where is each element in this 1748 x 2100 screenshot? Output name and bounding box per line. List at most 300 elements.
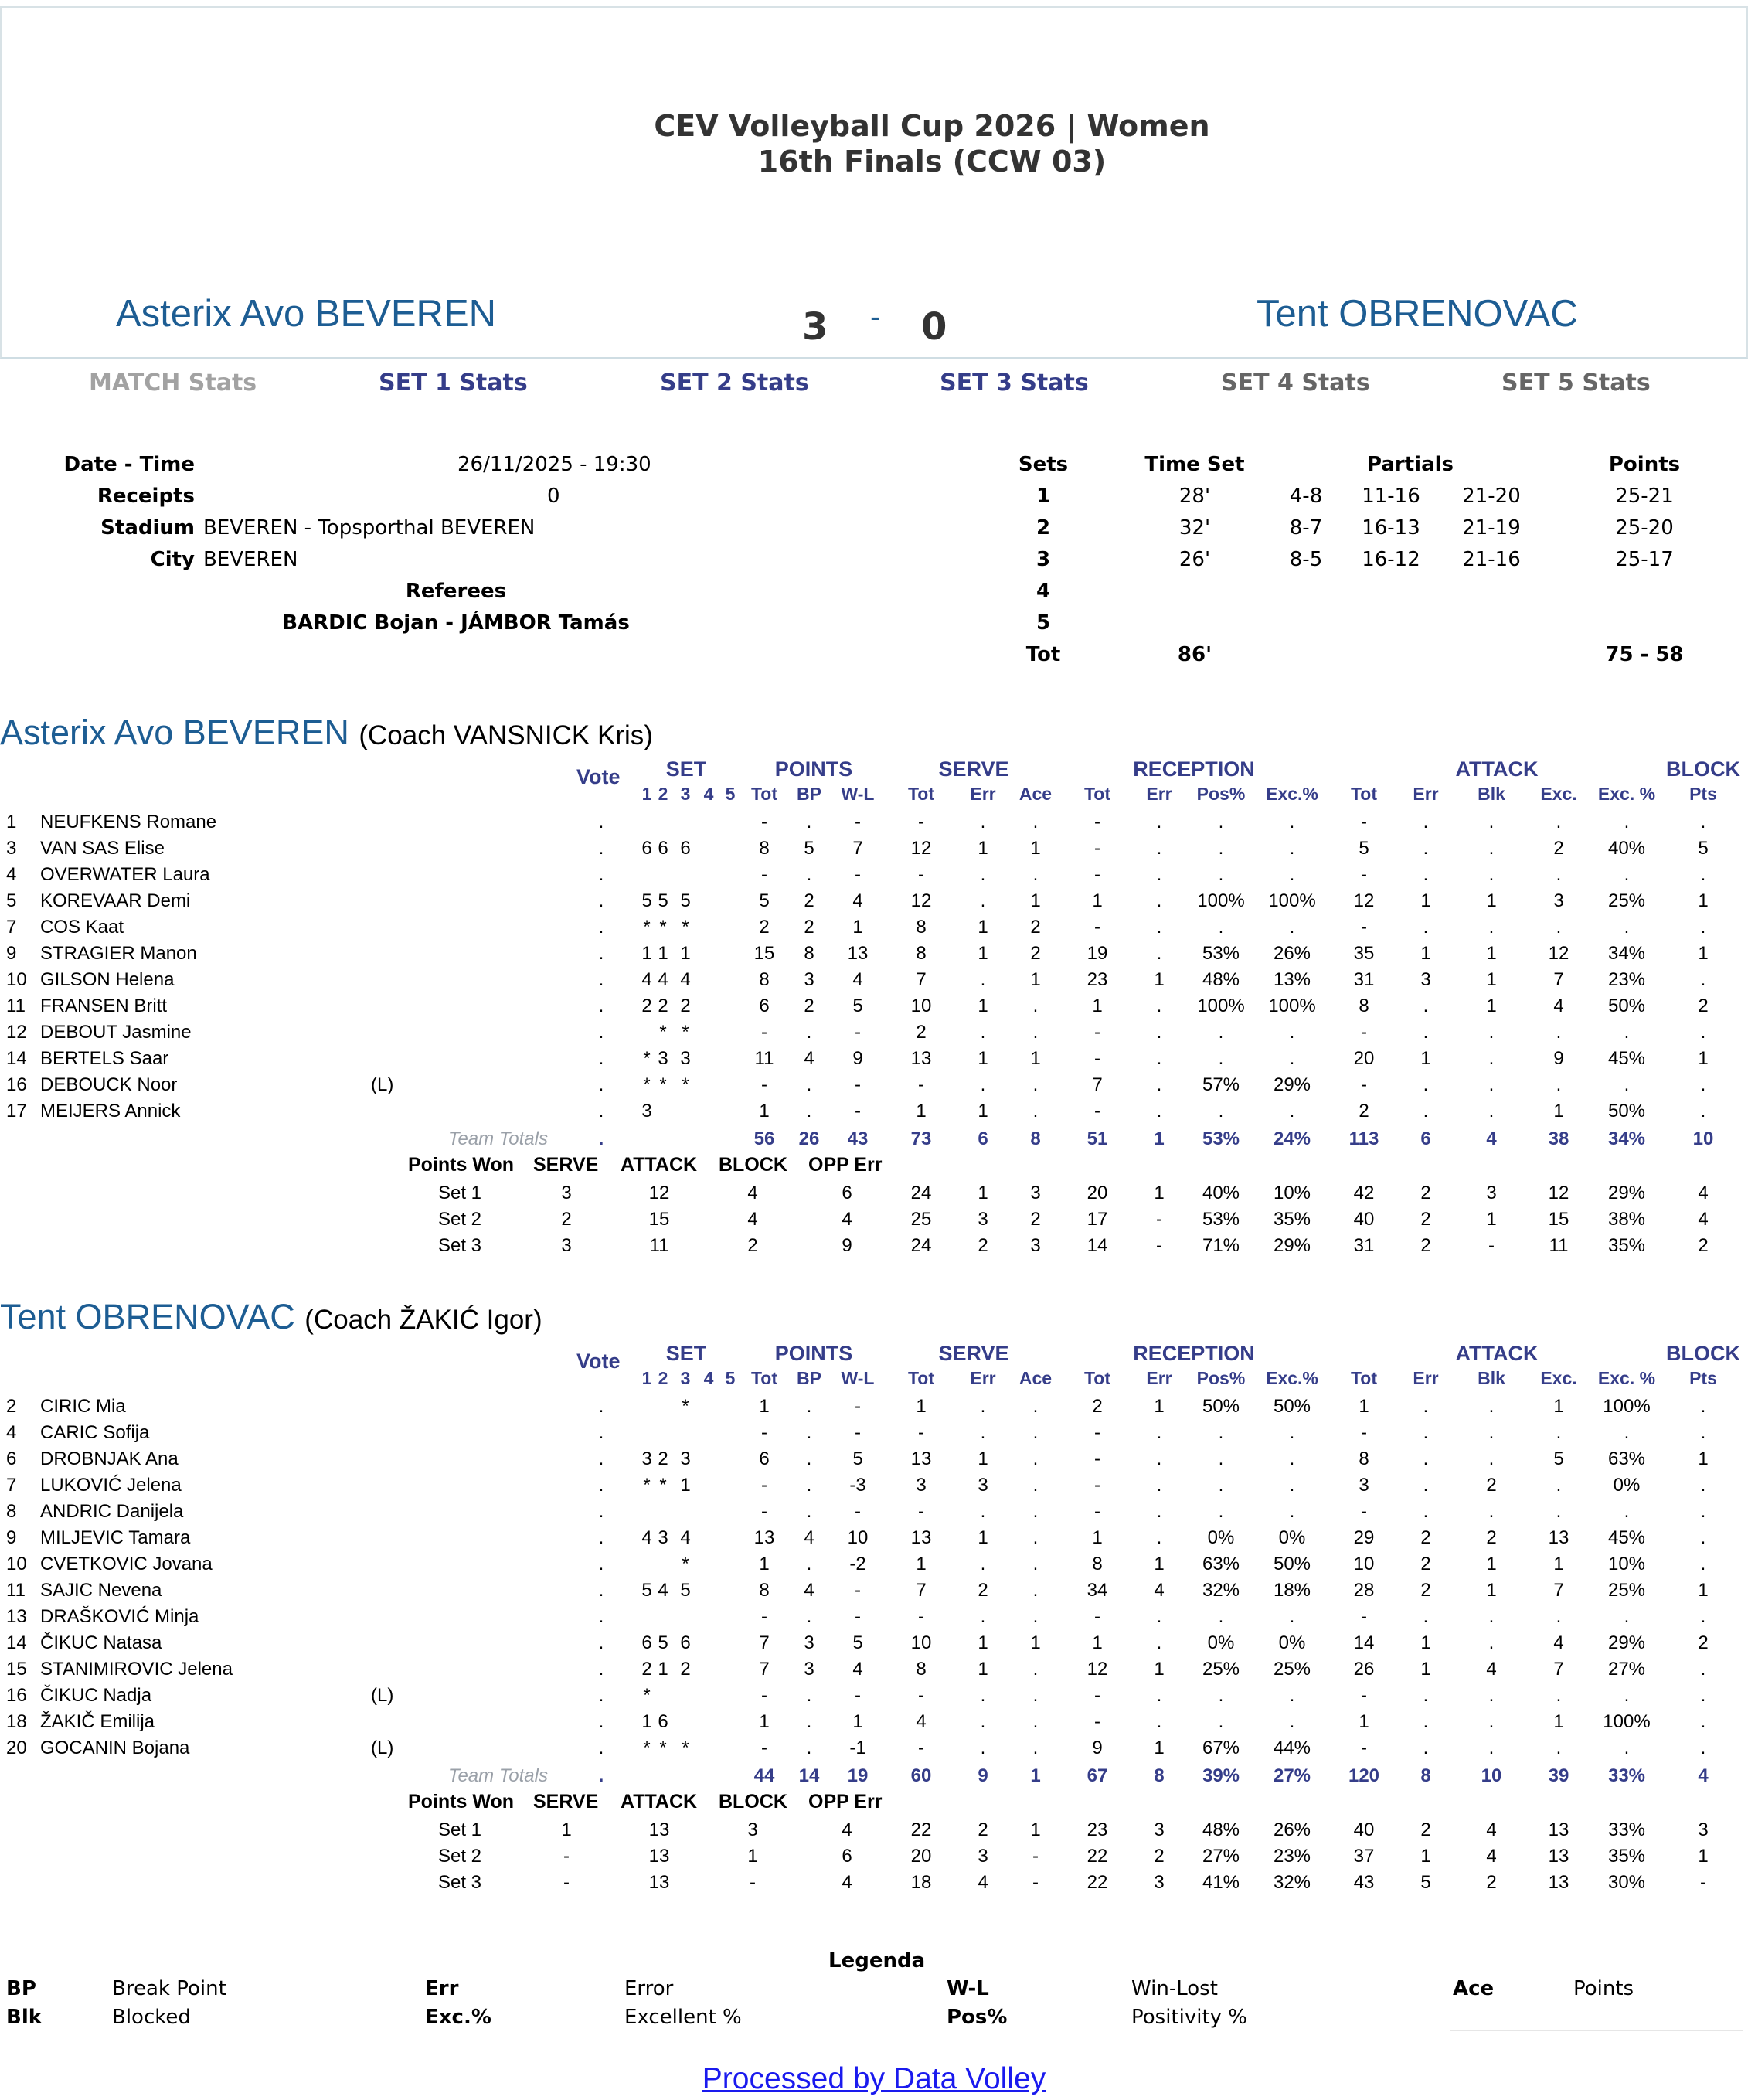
col-header: Err bbox=[1146, 1368, 1172, 1388]
stat-cell: 35 bbox=[1353, 943, 1375, 964]
set-stat-cell: 9 bbox=[842, 1235, 852, 1256]
receipts-value: 0 bbox=[547, 485, 560, 508]
col-group-block: BLOCK bbox=[1666, 1342, 1740, 1365]
stat-cell: 4 bbox=[658, 1580, 668, 1601]
player-row bbox=[0, 1098, 1748, 1125]
col-header: Pos% bbox=[1196, 1368, 1246, 1388]
stat-cell: 5 bbox=[852, 1632, 863, 1653]
col-header: Exc. % bbox=[1597, 784, 1656, 804]
set-stat-cell: 2 bbox=[1030, 1209, 1041, 1230]
stat-cell: 2 bbox=[759, 917, 770, 938]
stat-cell: 100% bbox=[1268, 996, 1316, 1016]
team-totals-label: Team Totals bbox=[448, 1765, 548, 1786]
legend-key-bp: BP bbox=[6, 1977, 36, 2000]
team-totals-label: Team Totals bbox=[448, 1128, 548, 1149]
player-name: ČIKUC Natasa bbox=[40, 1632, 162, 1653]
stat-cell: 5 bbox=[641, 890, 652, 911]
stat-cell: 1 bbox=[978, 1048, 988, 1069]
stat-cell: - bbox=[918, 1685, 924, 1706]
stat-cell: . bbox=[1488, 1048, 1495, 1069]
stat-cell: . bbox=[806, 1101, 812, 1121]
away-team-coach: (Coach ŽAKIĆ Igor) bbox=[304, 1305, 542, 1335]
stat-cell: 1 bbox=[916, 1554, 927, 1574]
legend-key-exc: Exc.% bbox=[425, 2006, 491, 2029]
stat-cell: . bbox=[1423, 917, 1429, 938]
stat-cell: 3 bbox=[916, 1475, 927, 1496]
stat-cell: . bbox=[1289, 1501, 1295, 1522]
set-stat-cell: 22 bbox=[1087, 1846, 1108, 1867]
stat-cell: 2 bbox=[804, 996, 814, 1016]
stat-cell: 1 bbox=[978, 1527, 988, 1548]
stat-cell: . bbox=[1624, 917, 1630, 938]
set-points: 25-20 bbox=[1615, 516, 1674, 539]
stat-cell: 23% bbox=[1607, 969, 1646, 990]
set-stat-cell: 26% bbox=[1273, 1819, 1311, 1840]
set-stat-cell: 3 bbox=[1154, 1819, 1165, 1840]
stat-cell: 100% bbox=[1603, 1711, 1651, 1732]
points-won-header: BLOCK bbox=[719, 1154, 787, 1176]
stat-cell: . bbox=[1700, 917, 1706, 938]
vote-value: . bbox=[598, 838, 604, 859]
sets-total-label: Tot bbox=[1025, 643, 1061, 666]
stat-cell: 27% bbox=[1607, 1659, 1646, 1680]
set-stat-cell: 20 bbox=[910, 1846, 932, 1867]
set-breakdown-row bbox=[0, 1843, 1748, 1870]
stat-cell: 1 bbox=[978, 838, 988, 859]
stat-cell: 32% bbox=[1202, 1580, 1240, 1601]
stat-cell: . bbox=[1032, 996, 1039, 1016]
stat-cell: - bbox=[855, 1422, 861, 1443]
total-cell: . bbox=[598, 1128, 604, 1149]
stat-cell: 12 bbox=[1548, 943, 1569, 964]
stat-cell: . bbox=[1488, 1101, 1495, 1121]
stat-cell: . bbox=[1700, 1606, 1706, 1627]
set-stat-cell: 13 bbox=[1548, 1819, 1569, 1840]
date-label: Date - Time bbox=[63, 453, 195, 476]
player-name: FRANSEN Britt bbox=[40, 996, 168, 1016]
stat-cell: 0% bbox=[1207, 1527, 1235, 1548]
stat-cell: . bbox=[1218, 917, 1224, 938]
stat-cell: 5 bbox=[1698, 838, 1709, 859]
stat-cell: 0% bbox=[1278, 1527, 1306, 1548]
referees-value: BARDIC Bojan - JÁMBOR Tamás bbox=[282, 611, 630, 635]
legend-desc-pos: Positivity % bbox=[1131, 2006, 1248, 2029]
tab-match-stats[interactable]: MATCH Stats bbox=[89, 369, 257, 397]
total-cell: 1 bbox=[1154, 1128, 1165, 1149]
stat-cell: - bbox=[1094, 1711, 1100, 1732]
set-stat-cell: 3 bbox=[747, 1819, 758, 1840]
set-stat-cell: 71% bbox=[1202, 1235, 1240, 1256]
tab-set-2-stats[interactable]: SET 2 Stats bbox=[660, 369, 809, 397]
stat-cell: 1 bbox=[1486, 943, 1497, 964]
stat-cell: - bbox=[918, 1074, 924, 1095]
stat-cell: * bbox=[682, 1022, 689, 1043]
stat-cell: . bbox=[1556, 1738, 1562, 1758]
sets-total-time: 86' bbox=[1177, 643, 1212, 666]
stadium-value: BEVEREN - Topsporthal BEVEREN bbox=[203, 516, 536, 539]
stat-cell: . bbox=[1218, 1022, 1224, 1043]
stat-cell: . bbox=[1700, 1527, 1706, 1548]
stat-cell: 8 bbox=[804, 943, 814, 964]
tab-set-1-stats[interactable]: SET 1 Stats bbox=[379, 369, 528, 397]
stat-cell: . bbox=[1488, 1711, 1495, 1732]
set-stat-cell: 4 bbox=[1698, 1183, 1709, 1203]
set-stat-cell: 14 bbox=[1087, 1235, 1108, 1256]
stat-cell: . bbox=[1156, 1475, 1162, 1496]
stat-cell: 3 bbox=[804, 1632, 814, 1653]
stat-cell: 3 bbox=[641, 1448, 652, 1469]
col-group-attack: ATTACK bbox=[1455, 1342, 1539, 1365]
stat-cell: - bbox=[855, 812, 861, 832]
stat-cell: . bbox=[1289, 812, 1295, 832]
player-number: 1 bbox=[6, 812, 17, 832]
player-number: 13 bbox=[6, 1606, 27, 1627]
stat-cell: 1 bbox=[1092, 890, 1103, 911]
stat-cell: 1 bbox=[1092, 1632, 1103, 1653]
stat-cell: 8 bbox=[759, 1580, 770, 1601]
stat-cell: 26 bbox=[1353, 1659, 1375, 1680]
set-stat-cell: 4 bbox=[1486, 1846, 1497, 1867]
stat-cell: 7 bbox=[1553, 1580, 1564, 1601]
stat-cell: 1 bbox=[1359, 1396, 1369, 1417]
stat-cell: . bbox=[980, 1396, 986, 1417]
set-stat-cell: 1 bbox=[1154, 1183, 1165, 1203]
match-title: CEV Volleyball Cup 2026 | Women 16th Finals (CCW 03) bbox=[654, 109, 1210, 179]
stat-cell: 7 bbox=[1553, 1659, 1564, 1680]
stat-cell: . bbox=[1488, 1022, 1495, 1043]
stat-cell: . bbox=[1556, 812, 1562, 832]
col-header: Tot bbox=[1083, 1368, 1111, 1388]
stat-cell: . bbox=[1156, 1074, 1162, 1095]
col-header: 5 bbox=[725, 1368, 736, 1388]
stat-cell: 12 bbox=[910, 890, 932, 911]
vote-value: . bbox=[598, 1101, 604, 1121]
stat-cell: . bbox=[1218, 1606, 1224, 1627]
stat-cell: 1 bbox=[1698, 1580, 1709, 1601]
stat-cell: 5 bbox=[852, 1448, 863, 1469]
stat-cell: 2 bbox=[978, 1580, 988, 1601]
stat-cell: . bbox=[1289, 838, 1295, 859]
col-header: 1 bbox=[641, 1368, 652, 1388]
stat-cell: 1 bbox=[1154, 969, 1165, 990]
total-cell: 51 bbox=[1087, 1128, 1108, 1149]
stat-cell: 2 bbox=[1553, 838, 1564, 859]
stat-cell: 1 bbox=[680, 1475, 691, 1496]
player-name: BERTELS Saar bbox=[40, 1048, 169, 1069]
stat-cell: 13 bbox=[847, 943, 869, 964]
vote-header: Vote bbox=[576, 765, 621, 788]
set-stat-cell: 2 bbox=[1486, 1872, 1497, 1893]
stat-cell: 1 bbox=[1486, 996, 1497, 1016]
points-won-header: BLOCK bbox=[719, 1791, 787, 1812]
stat-cell: . bbox=[1488, 1685, 1495, 1706]
set-stat-cell: Set 3 bbox=[437, 1872, 482, 1893]
stat-cell: 18% bbox=[1273, 1580, 1311, 1601]
stat-cell: - bbox=[1361, 917, 1367, 938]
set-stat-cell: 29% bbox=[1607, 1183, 1646, 1203]
col-header: Exc. % bbox=[1597, 1368, 1656, 1388]
total-cell: 34% bbox=[1607, 1128, 1646, 1149]
partials-header: Partials bbox=[1367, 453, 1454, 476]
stat-cell: 2 bbox=[804, 890, 814, 911]
stat-cell: 2 bbox=[1030, 917, 1041, 938]
set-stat-cell: 2 bbox=[561, 1209, 572, 1230]
player-row bbox=[0, 888, 1748, 914]
set-points: 25-21 bbox=[1615, 485, 1674, 508]
receipts-label: Receipts bbox=[97, 485, 195, 508]
stat-cell: - bbox=[1361, 864, 1367, 885]
stat-cell: . bbox=[1423, 1475, 1429, 1496]
set-stat-cell: 1 bbox=[747, 1846, 758, 1867]
tab-set-4-stats[interactable]: SET 4 Stats bbox=[1221, 369, 1370, 397]
col-header: Ace bbox=[1019, 1368, 1053, 1388]
stat-cell: . bbox=[980, 1422, 986, 1443]
stat-cell: 10 bbox=[1353, 1554, 1375, 1574]
player-row bbox=[0, 1072, 1748, 1098]
set-stat-cell: 11 bbox=[649, 1235, 669, 1256]
stat-cell: . bbox=[1218, 1101, 1224, 1121]
stat-cell: . bbox=[1488, 812, 1495, 832]
stat-cell: 8 bbox=[1359, 996, 1369, 1016]
stat-cell: 5 bbox=[1359, 838, 1369, 859]
player-name: GILSON Helena bbox=[40, 969, 175, 990]
stat-cell: 1 bbox=[852, 917, 863, 938]
stat-cell: 8 bbox=[759, 838, 770, 859]
stat-cell: 1 bbox=[658, 1659, 668, 1680]
sets-total-points: 75 - 58 bbox=[1605, 643, 1684, 666]
set-stat-cell: - bbox=[1156, 1235, 1162, 1256]
stat-cell: . bbox=[1700, 1396, 1706, 1417]
set-stat-cell: 15 bbox=[1548, 1209, 1569, 1230]
stat-cell: . bbox=[980, 890, 986, 911]
total-cell: 8 bbox=[1420, 1765, 1431, 1786]
player-row bbox=[0, 1420, 1748, 1446]
stat-cell: 1 bbox=[1092, 1527, 1103, 1548]
col-header: 3 bbox=[680, 784, 691, 804]
vote-value: . bbox=[598, 1448, 604, 1469]
stat-cell: . bbox=[806, 1396, 812, 1417]
stat-cell: 0% bbox=[1613, 1475, 1641, 1496]
set-stat-cell: 2 bbox=[1420, 1209, 1431, 1230]
stat-cell: 57% bbox=[1202, 1074, 1240, 1095]
stat-cell: - bbox=[761, 1022, 767, 1043]
stat-cell: * bbox=[682, 1396, 689, 1417]
stat-cell: . bbox=[1289, 1685, 1295, 1706]
set-stat-cell: 2 bbox=[1420, 1235, 1431, 1256]
stat-cell: 1 bbox=[978, 996, 988, 1016]
col-header: Err bbox=[1413, 784, 1439, 804]
stat-cell: 34 bbox=[1087, 1580, 1108, 1601]
col-header: Tot bbox=[907, 784, 935, 804]
set-stat-cell: 35% bbox=[1273, 1209, 1311, 1230]
stat-cell: 13 bbox=[1548, 1527, 1569, 1548]
player-row bbox=[0, 862, 1748, 888]
set-stat-cell: 6 bbox=[842, 1846, 852, 1867]
stat-cell: 44% bbox=[1273, 1738, 1311, 1758]
player-number: 2 bbox=[6, 1396, 17, 1417]
vote-value: . bbox=[598, 812, 604, 832]
set-stat-cell: 32% bbox=[1273, 1872, 1311, 1893]
stat-cell: 4 bbox=[658, 969, 668, 990]
player-name: DRAŠKOVIĆ Minja bbox=[40, 1606, 199, 1627]
set-stat-cell: 2 bbox=[1154, 1846, 1165, 1867]
stat-cell: -1 bbox=[849, 1738, 866, 1758]
stat-cell: . bbox=[1488, 917, 1495, 938]
set-stat-cell: 3 bbox=[978, 1846, 988, 1867]
stat-cell: 20 bbox=[1353, 1048, 1375, 1069]
stat-cell: - bbox=[1361, 1074, 1367, 1095]
player-name: ANDRIC Danijela bbox=[40, 1501, 184, 1522]
stat-cell: 3 bbox=[804, 1659, 814, 1680]
stat-cell: 50% bbox=[1202, 1396, 1240, 1417]
time-set-header: Time Set bbox=[1144, 453, 1245, 476]
stat-cell: 4 bbox=[1553, 996, 1564, 1016]
stat-cell: . bbox=[1488, 1422, 1495, 1443]
stat-cell: . bbox=[1423, 1022, 1429, 1043]
player-number: 10 bbox=[6, 969, 27, 990]
tab-set-5-stats[interactable]: SET 5 Stats bbox=[1501, 369, 1651, 397]
set-stat-cell: 3 bbox=[561, 1183, 572, 1203]
player-row bbox=[0, 967, 1748, 993]
col-header: BP bbox=[797, 1368, 821, 1388]
stat-cell: 1 bbox=[1420, 943, 1431, 964]
stat-cell: 10 bbox=[847, 1527, 869, 1548]
player-number: 18 bbox=[6, 1711, 27, 1732]
stat-cell: . bbox=[1423, 1501, 1429, 1522]
stat-cell: - bbox=[1094, 1048, 1100, 1069]
stat-cell: 1 bbox=[978, 1632, 988, 1653]
partial-8: 8-7 bbox=[1289, 516, 1323, 539]
stat-cell: - bbox=[918, 864, 924, 885]
stat-cell: . bbox=[1156, 917, 1162, 938]
stat-cell: . bbox=[1032, 1554, 1039, 1574]
stat-cell: . bbox=[1032, 1475, 1039, 1496]
set-stat-cell: 22 bbox=[910, 1819, 932, 1840]
stat-cell: 8 bbox=[916, 1659, 927, 1680]
stat-cell: . bbox=[806, 1711, 812, 1732]
stat-cell: . bbox=[1488, 1074, 1495, 1095]
stat-cell: . bbox=[1700, 1685, 1706, 1706]
set-stat-cell: 48% bbox=[1202, 1819, 1240, 1840]
stat-cell: . bbox=[1218, 838, 1224, 859]
set-time: 32' bbox=[1178, 516, 1211, 539]
stat-cell: . bbox=[1488, 1606, 1495, 1627]
stat-cell: 4 bbox=[852, 969, 863, 990]
legend-desc-wl: Win-Lost bbox=[1131, 1977, 1218, 2000]
stat-cell: 3 bbox=[641, 1101, 652, 1121]
stat-cell: 4 bbox=[680, 969, 691, 990]
vote-value: . bbox=[598, 1606, 604, 1627]
col-header: Tot bbox=[1350, 1368, 1378, 1388]
stat-cell: 1 bbox=[1486, 890, 1497, 911]
stat-cell: 2 bbox=[1092, 1396, 1103, 1417]
stat-cell: 4 bbox=[804, 1048, 814, 1069]
vote-value: . bbox=[598, 1501, 604, 1522]
stat-cell: 67% bbox=[1202, 1738, 1240, 1758]
set-stat-cell: 3 bbox=[1154, 1872, 1165, 1893]
stat-cell: 2 bbox=[658, 1448, 668, 1469]
tab-set-3-stats[interactable]: SET 3 Stats bbox=[940, 369, 1089, 397]
player-name: COS Kaat bbox=[40, 917, 124, 938]
legend-desc-ace: Points bbox=[1573, 1977, 1634, 2000]
stat-cell: - bbox=[1094, 1101, 1100, 1121]
stat-cell: 1 bbox=[978, 917, 988, 938]
stat-cell: 1 bbox=[1486, 1554, 1497, 1574]
col-header: Tot bbox=[1350, 784, 1378, 804]
vote-value: . bbox=[598, 1580, 604, 1601]
stat-cell: 9 bbox=[852, 1048, 863, 1069]
stat-cell: - bbox=[918, 1422, 924, 1443]
stat-cell: - bbox=[855, 1101, 861, 1121]
set-stat-cell: - bbox=[1032, 1846, 1039, 1867]
set-stat-cell: Set 1 bbox=[437, 1819, 482, 1840]
stat-cell: . bbox=[1032, 1580, 1039, 1601]
col-header: Err bbox=[970, 784, 996, 804]
stat-cell: . bbox=[1624, 1606, 1630, 1627]
stat-cell: - bbox=[1361, 812, 1367, 832]
stat-cell: . bbox=[1556, 917, 1562, 938]
player-row bbox=[0, 1604, 1748, 1630]
stat-cell: 7 bbox=[916, 969, 927, 990]
vote-value: . bbox=[598, 1422, 604, 1443]
stat-cell: . bbox=[1488, 1738, 1495, 1758]
set-stat-cell: 6 bbox=[842, 1183, 852, 1203]
total-cell: 67 bbox=[1087, 1765, 1108, 1786]
stat-cell: 12 bbox=[1353, 890, 1375, 911]
away-team-section-name: Tent OBRENOVAC bbox=[0, 1297, 295, 1336]
set-stat-cell: 1 bbox=[1486, 1209, 1497, 1230]
col-header: Tot bbox=[750, 784, 778, 804]
player-name: DEBOUT Jasmine bbox=[40, 1022, 192, 1043]
stat-cell: 3 bbox=[680, 1448, 691, 1469]
vote-value: . bbox=[598, 1632, 604, 1653]
away-score: 0 bbox=[921, 305, 947, 349]
data-volley-link[interactable]: Processed by Data Volley bbox=[702, 2062, 1046, 2095]
stat-cell: . bbox=[1423, 812, 1429, 832]
stat-cell: - bbox=[1094, 1685, 1100, 1706]
away-team-section-title bbox=[0, 1297, 542, 1337]
stat-cell: . bbox=[1289, 1022, 1295, 1043]
stat-cell: . bbox=[1289, 1101, 1295, 1121]
stat-cell: 9 bbox=[1553, 1048, 1564, 1069]
stat-cell: * bbox=[659, 1475, 667, 1496]
stat-cell: - bbox=[1361, 1606, 1367, 1627]
stat-cell: 3 bbox=[1359, 1475, 1369, 1496]
col-header: Err bbox=[970, 1368, 996, 1388]
stat-cell: - bbox=[918, 1501, 924, 1522]
set-stat-cell: 4 bbox=[1698, 1209, 1709, 1230]
set-stat-cell: 2 bbox=[747, 1235, 758, 1256]
set-stat-cell: 40% bbox=[1202, 1183, 1240, 1203]
player-row bbox=[0, 1656, 1748, 1683]
legend-desc-exc: Excellent % bbox=[624, 2006, 742, 2029]
player-name: OVERWATER Laura bbox=[40, 864, 210, 885]
stat-cell: . bbox=[1423, 1074, 1429, 1095]
total-cell: 38 bbox=[1548, 1128, 1569, 1149]
stat-cell: . bbox=[1156, 996, 1162, 1016]
legend-key-blk: Blk bbox=[6, 2006, 43, 2029]
set-stat-cell: 3 bbox=[561, 1235, 572, 1256]
stat-cell: 28 bbox=[1353, 1580, 1375, 1601]
player-name: GOCANIN Bojana bbox=[40, 1738, 190, 1758]
stat-cell: . bbox=[1624, 1074, 1630, 1095]
stat-cell: . bbox=[806, 1501, 812, 1522]
stat-cell: . bbox=[1289, 1048, 1295, 1069]
stat-cell: 13% bbox=[1273, 969, 1311, 990]
sets-header: Sets bbox=[1018, 453, 1069, 476]
stat-cell: - bbox=[1361, 1022, 1367, 1043]
stat-cell: 45% bbox=[1607, 1048, 1646, 1069]
